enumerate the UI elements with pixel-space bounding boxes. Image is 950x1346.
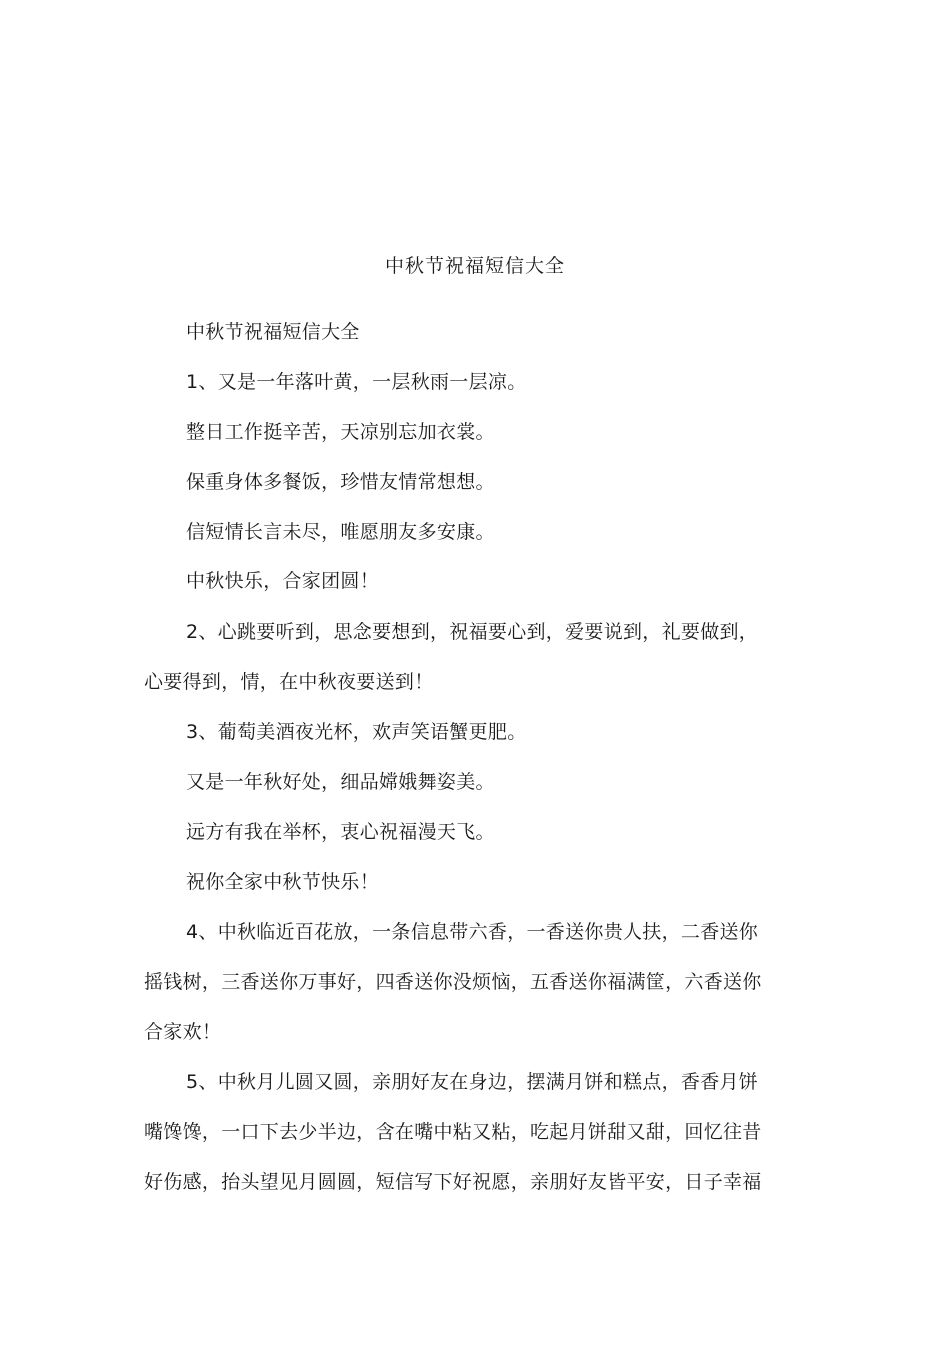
text-line: 合家欢！ [144, 1021, 222, 1043]
subtitle-line: 中秋节祝福短信大全 [186, 321, 360, 343]
text-line: 又是一年秋好处，细品嫦娥舞姿美。 [186, 771, 495, 793]
text-line: 嘴馋馋，一口下去少半边，含在嘴中粘又粘，吃起月饼甜又甜，回忆往昔 [144, 1121, 762, 1143]
text-line: 整日工作挺辛苦，天凉别忘加衣裳。 [186, 421, 495, 443]
text-line: 摇钱树，三香送你万事好，四香送你没烦恼，五香送你福满筐，六香送你 [144, 971, 762, 993]
text-line: 1、又是一年落叶黄，一层秋雨一层凉。 [186, 371, 527, 393]
text-line: 远方有我在举杯，衷心祝福漫天飞。 [186, 821, 495, 843]
text-line: 3、葡萄美酒夜光杯，欢声笑语蟹更肥。 [186, 721, 527, 743]
text-line: 信短情长言未尽，唯愿朋友多安康。 [186, 521, 495, 543]
text-line: 4、中秋临近百花放，一条信息带六香，一香送你贵人扶，二香送你 [186, 921, 759, 943]
text-line: 2、心跳要听到，思念要想到，祝福要心到，爱要说到，礼要做到， [186, 621, 759, 643]
document-title: 中秋节祝福短信大全 [384, 255, 565, 277]
text-line: 保重身体多餐饭，珍惜友情常想想。 [186, 471, 495, 493]
text-line: 中秋快乐，合家团圆！ [186, 570, 380, 592]
text-line: 祝你全家中秋节快乐！ [186, 871, 380, 893]
text-line: 好伤感，抬头望见月圆圆，短信写下好祝愿，亲朋好友皆平安，日子幸福 [144, 1171, 762, 1193]
text-line: 心要得到，情，在中秋夜要送到！ [144, 671, 434, 693]
text-line: 5、中秋月儿圆又圆，亲朋好友在身边，摆满月饼和糕点，香香月饼 [186, 1071, 759, 1093]
